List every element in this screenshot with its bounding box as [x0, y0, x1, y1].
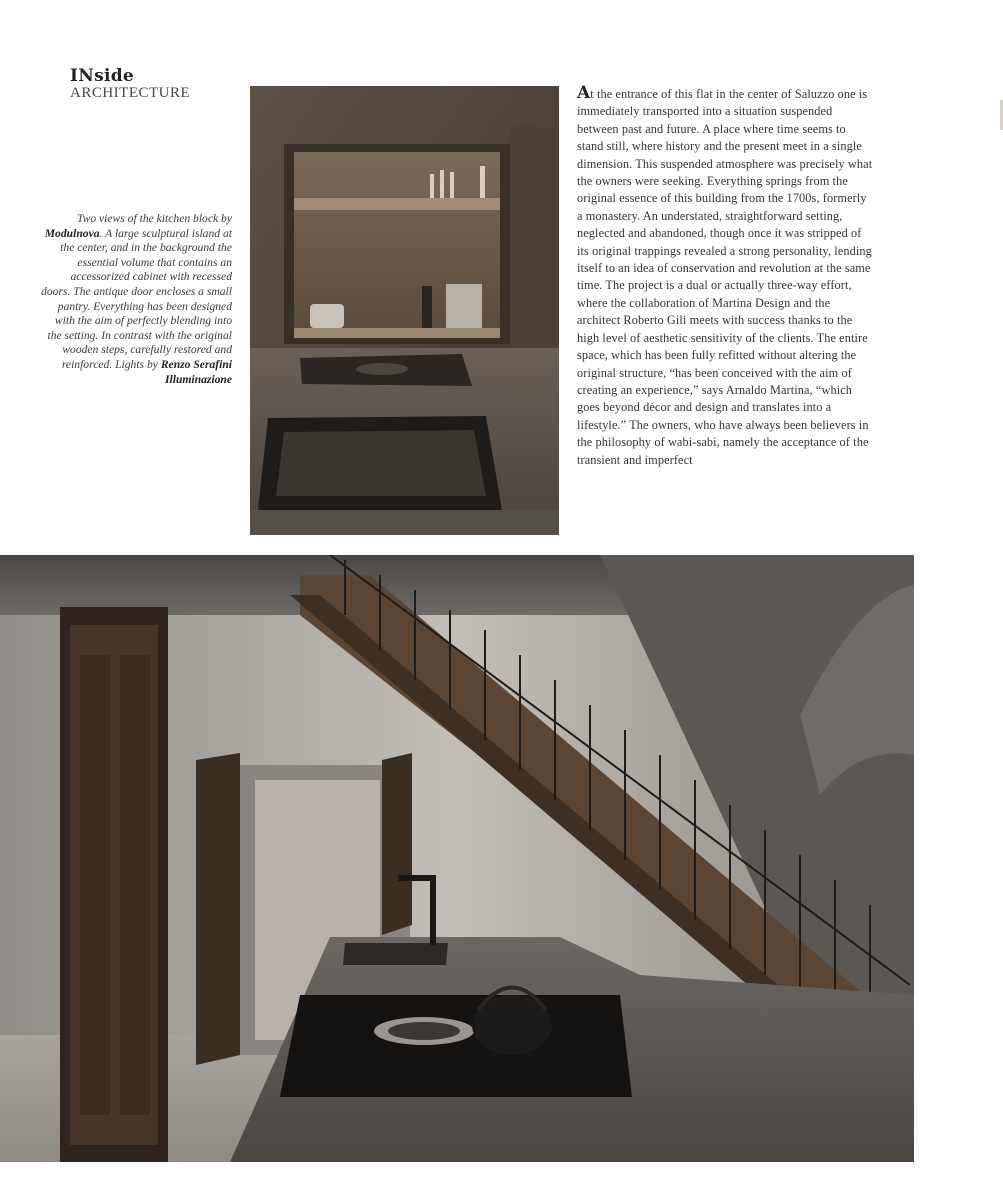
- drop-cap: A: [577, 83, 591, 103]
- section-title: ARCHITECTURE: [70, 85, 191, 101]
- masthead: [70, 68, 190, 101]
- kitchen-island-staircase-photo: [0, 555, 914, 1162]
- article-body: [577, 83, 875, 469]
- caption-lights-credit: Renzo Serafini Illuminazione: [160, 357, 232, 386]
- kitchen-cabinet-photo: [250, 86, 559, 535]
- caption-text-2: . A large sculptural island at the center, and in the background the essential volume that contains an accessorized cabinet with recessed doors. The antique door encloses a small pantry. Everything has been designed with the aim of perfectly blending into the setting. In contrast with the original wooden steps, carefully restored and reinforced. Lights by: [41, 226, 232, 371]
- caption-brand-modulnova: Modulnova: [44, 226, 100, 240]
- magazine-brand: INside: [70, 66, 135, 86]
- article-text: t the entrance of this flat in the center of Saluzzo one is immediately transported into a situation suspended between past and future. A place where time seems to stand still, where history and the present meet in a single dimension. This suspended atmosphere was precisely what the owners were seeking. Everything springs from the original essence of this building from the 1700s, formerly a monastery. An understated, straightforward setting, neglected and abandoned, though once it was stripped of its original trappings revealed a strong personality, lending itself to an idea of conservation and revolution at the same time. The project is a dual or actually three-way effort, where the collaboration of Martina Design and the architect Roberto Gili meets with success thanks to the high level of aesthetic sensitivity of the clients. The entire space, which has been fully refitted without altering the original structure, “has been conceived with the aim of creating an experience,” says Arnaldo Martina, “which goes beyond décor and design and translates into a lifestyle.” The owners, who have always been believers in the philosophy of wabi-sabi, namely the acceptance of the transient and imperfect: [577, 87, 873, 467]
- caption-text-1: Two views of the kitchen block by: [77, 212, 232, 225]
- photo-caption: [40, 212, 232, 387]
